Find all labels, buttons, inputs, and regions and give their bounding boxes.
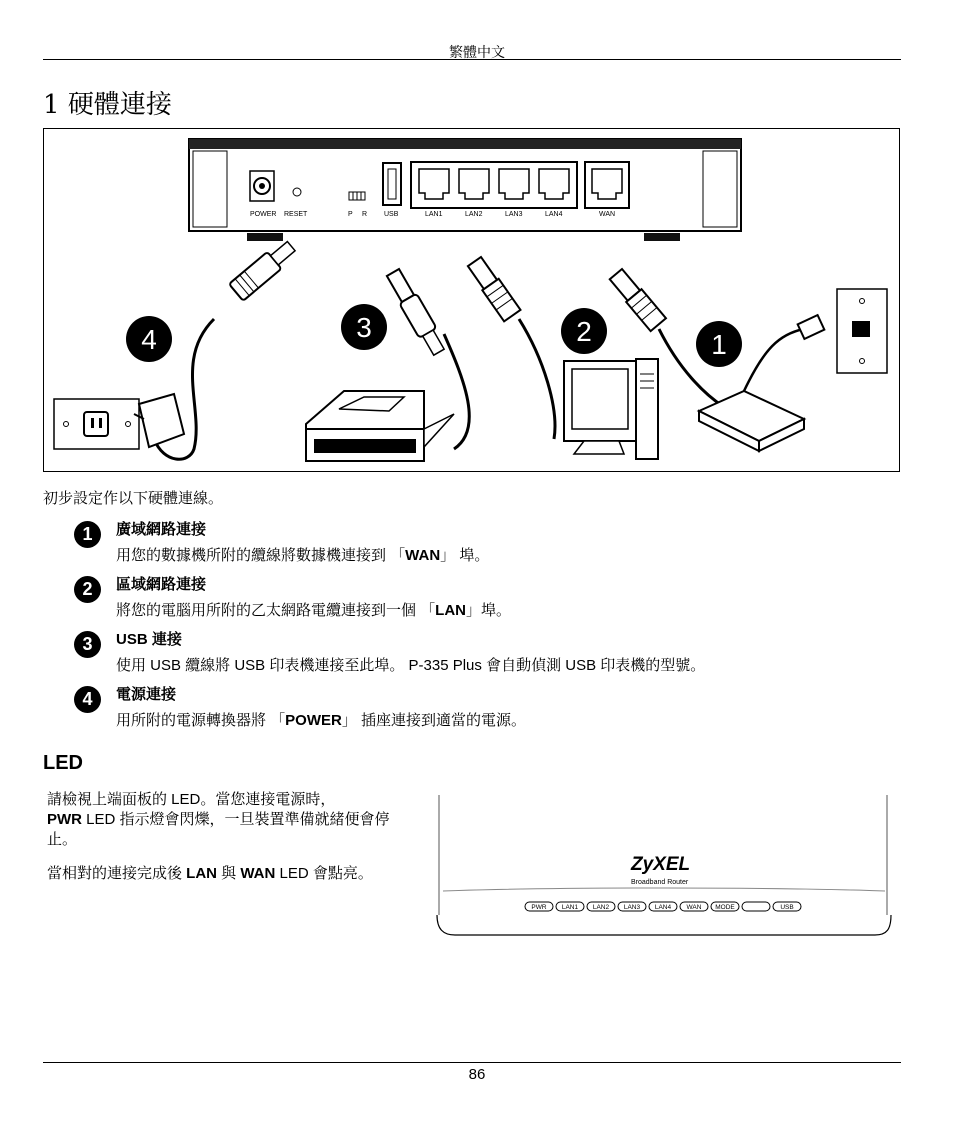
step-description: 用所附的電源轉換器將 「POWER」 插座連接到適當的電源。	[116, 712, 527, 729]
step-title: 電源連接	[116, 686, 177, 703]
section-title: 硬體連接	[67, 90, 172, 120]
page-header-language: 繁體中文	[449, 44, 505, 60]
port-label-power: POWER	[250, 211, 277, 218]
footer-divider	[43, 1062, 901, 1063]
led-indicator-row	[525, 902, 801, 911]
step-description: 用您的數據機所附的纜線將數據機連接到 「WAN」 埠。	[116, 547, 490, 564]
step-usb	[74, 628, 904, 683]
power-adapter-icon	[54, 238, 298, 460]
lan-cable-icon	[466, 256, 555, 439]
port-label-lan1: LAN1	[425, 211, 443, 218]
led-pwr: PWR	[531, 904, 547, 911]
section-number: 1	[43, 90, 60, 120]
intro-text: 初步設定作以下硬體連線。	[43, 490, 224, 507]
port-label-usb: USB	[384, 211, 399, 218]
led-wan: WAN	[686, 904, 702, 911]
led-lan2: LAN2	[592, 904, 610, 911]
port-label-lan2: LAN2	[465, 211, 483, 218]
callout-4-icon	[126, 316, 172, 362]
callout-2-icon	[561, 308, 607, 354]
step-wan	[74, 518, 904, 573]
section-heading	[43, 84, 172, 121]
reset-button-icon	[293, 188, 301, 196]
step-title: USB 連接	[116, 631, 182, 648]
led-paragraph-power: 請檢視上端面板的 LED。當您連接電源時， PWR LED 指示燈會閃爍，一旦裝置準備就緒便會停止。	[47, 791, 390, 848]
port-label-p: P	[348, 211, 353, 218]
page-number: 86	[468, 1066, 486, 1083]
port-label-wan: WAN	[599, 211, 616, 218]
header-divider	[43, 59, 901, 60]
led-lan3: LAN3	[623, 904, 641, 911]
power-jack-icon	[250, 171, 274, 201]
step-badge-3-icon: 3	[74, 631, 101, 658]
port-label-lan4: LAN4	[545, 211, 563, 218]
step-lan	[74, 573, 904, 628]
connection-steps	[74, 518, 904, 738]
port-label-r: R	[362, 211, 368, 218]
hardware-connection-figure	[43, 128, 900, 472]
callout-1-icon	[696, 321, 742, 367]
step-title: 廣域網路連接	[116, 521, 207, 538]
step-badge-2-icon: 2	[74, 576, 101, 603]
usb-port-icon	[383, 163, 401, 205]
port-label-reset: RESET	[284, 211, 308, 218]
svg-text:2: 2	[576, 316, 592, 347]
step-description: 使用 USB 纜線將 USB 印表機連接至此埠。 P-335 Plus 會自動偵測 USB 印表機的型號。	[116, 657, 706, 674]
led-heading: LED	[43, 752, 83, 774]
led-lan1: LAN1	[561, 904, 579, 911]
step-badge-1-icon: 1	[74, 521, 101, 548]
port-label-lan3: LAN3	[505, 211, 523, 218]
step-description: 將您的電腦用所附的乙太網路電纜連接到一個 「LAN」埠。	[116, 602, 512, 619]
computer-icon	[564, 359, 658, 459]
step-title: 區域網路連接	[116, 576, 207, 593]
led-usb: USB	[780, 904, 794, 911]
brand-logo: ZyXEL	[631, 854, 691, 875]
step-power	[74, 683, 904, 738]
led-lan4: LAN4	[654, 904, 672, 911]
callout-3-icon	[341, 304, 387, 350]
svg-text:4: 4	[141, 324, 157, 355]
svg-text:1: 1	[711, 329, 727, 360]
step-badge-4-icon: 4	[74, 686, 101, 713]
printer-icon	[306, 391, 454, 461]
led-mode: MODE	[715, 904, 735, 911]
svg-text:3: 3	[356, 312, 372, 343]
brand-subtitle: Broadband Router	[631, 879, 689, 886]
led-paragraph-link: 當相對的連接完成後 LAN 與 WAN LED 會點亮。	[47, 865, 373, 882]
router-front-panel	[435, 795, 893, 940]
router-back-panel	[189, 139, 741, 241]
phone-jack-icon	[798, 289, 887, 373]
